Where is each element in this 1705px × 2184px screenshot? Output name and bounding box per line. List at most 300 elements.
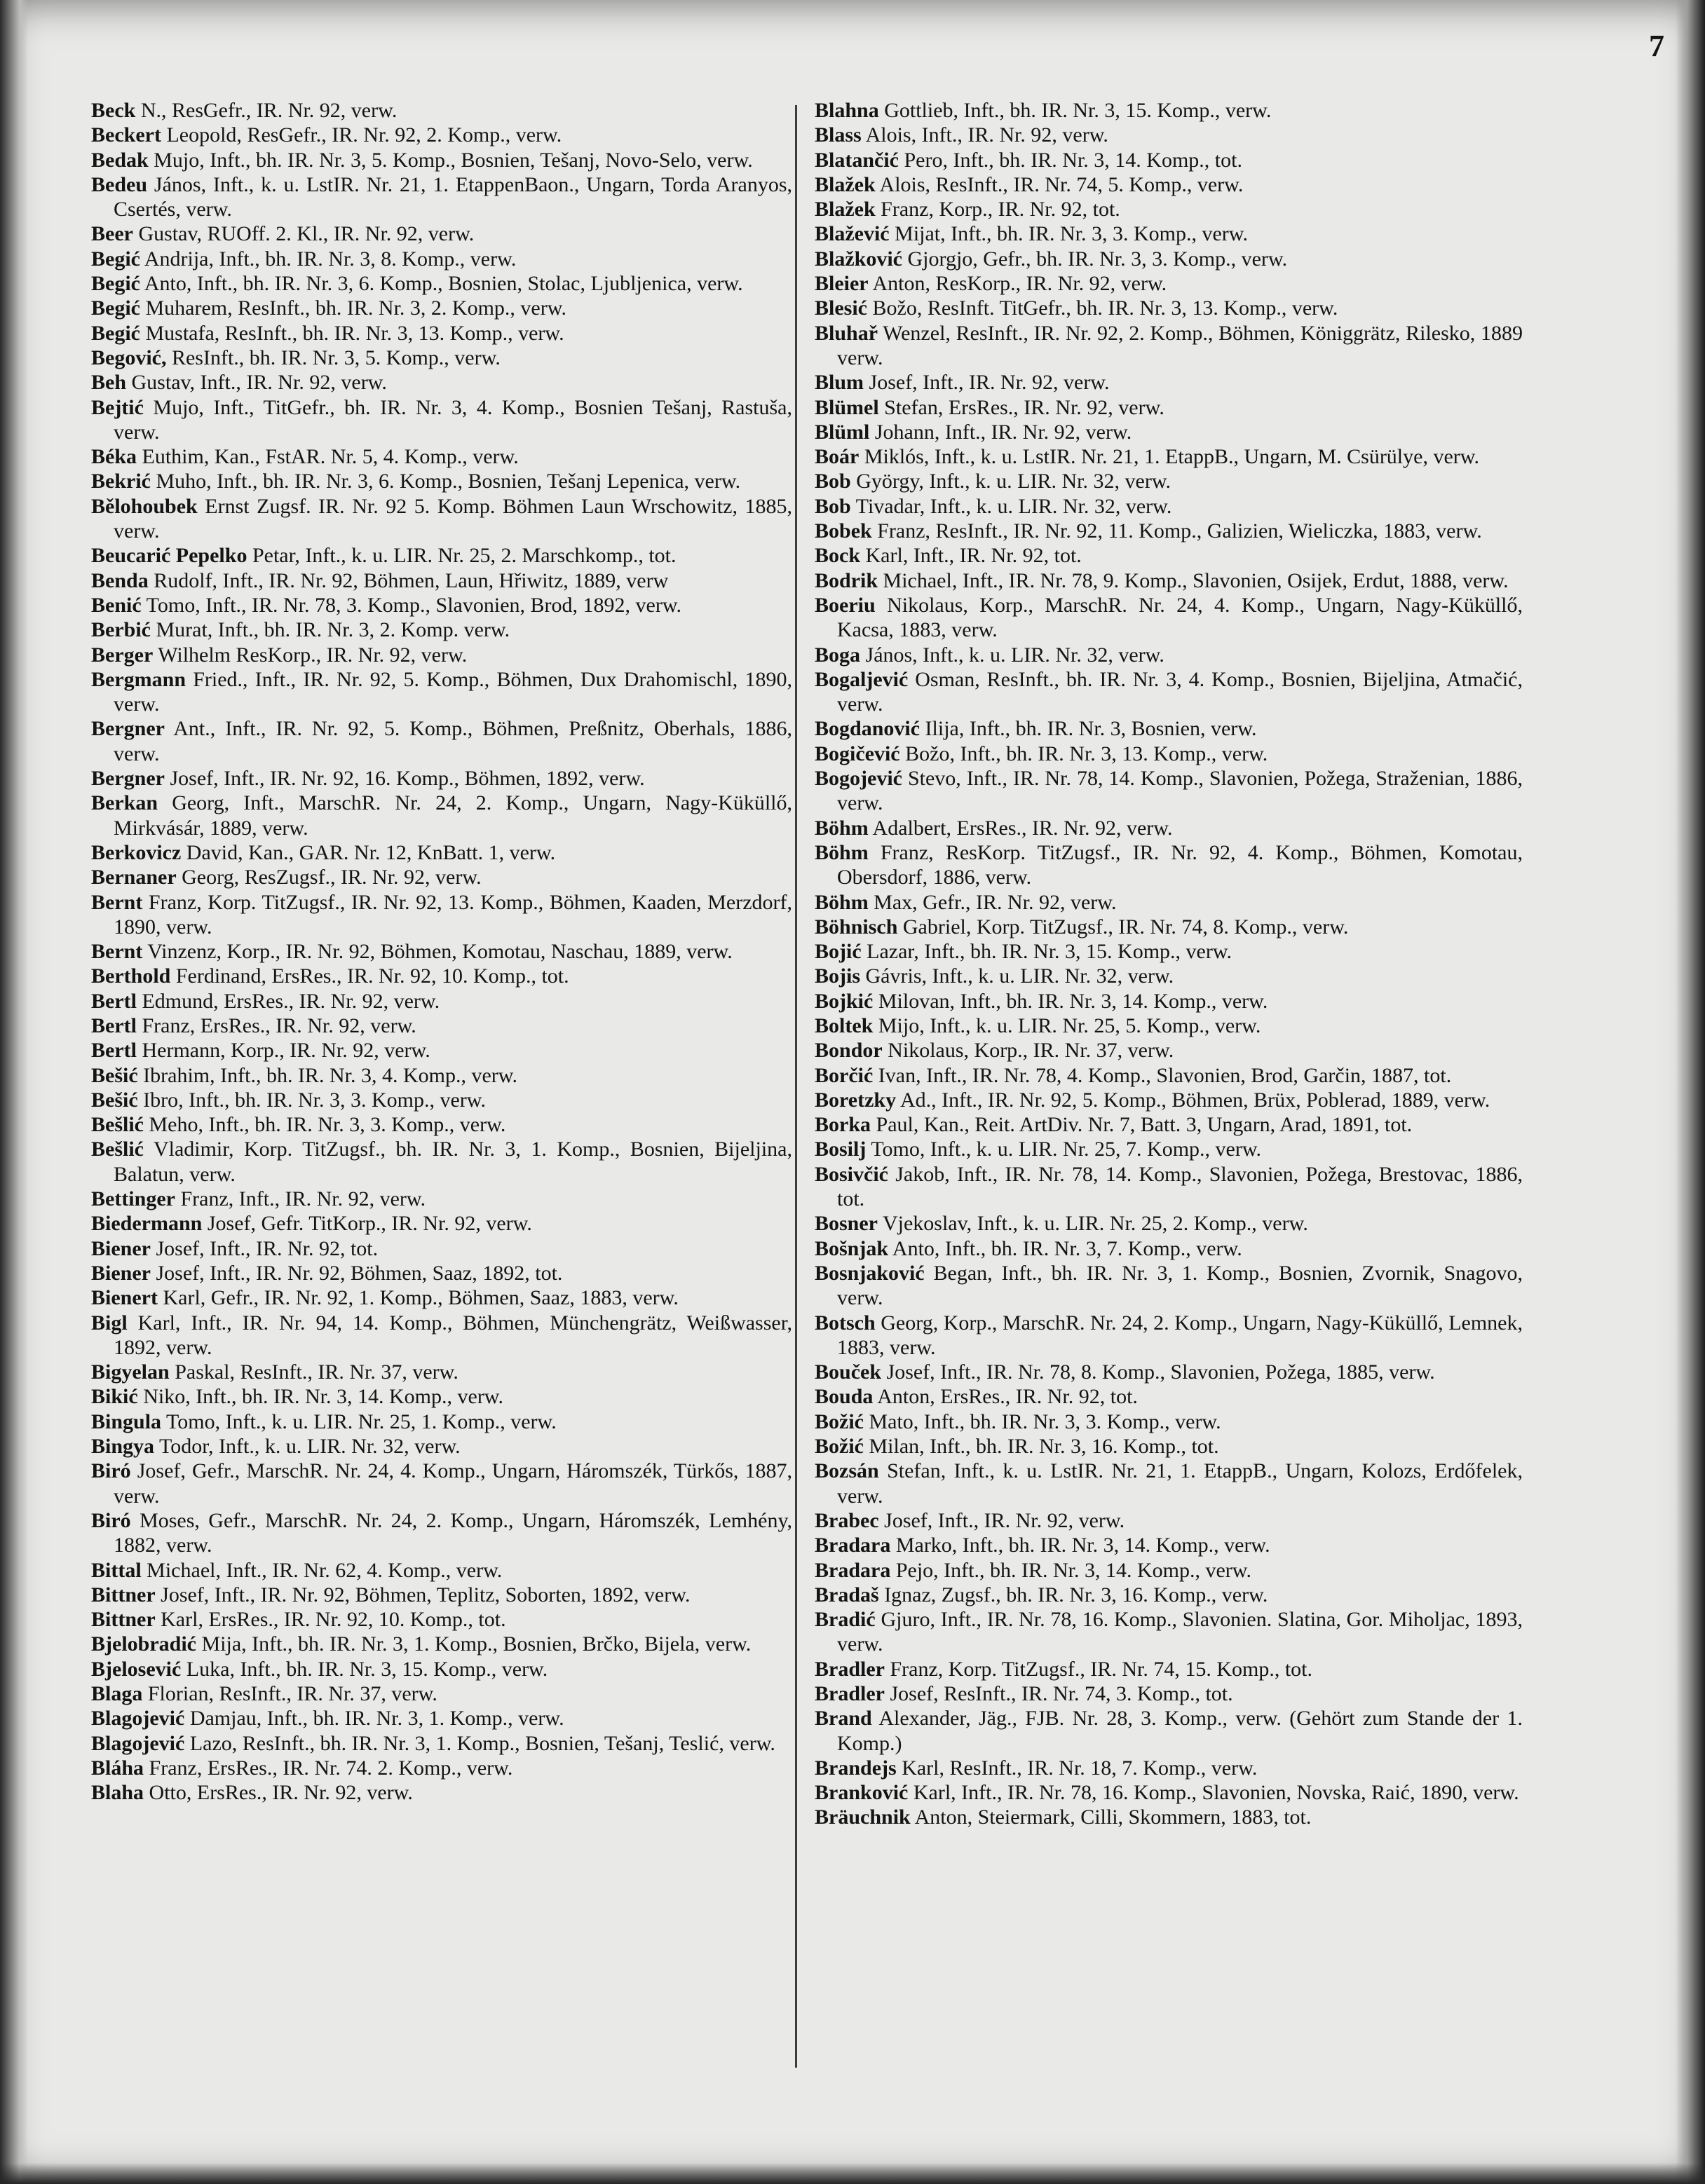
list-entry <box>91 172 792 222</box>
entry-details: Franz, Korp. TitZugsf., IR. Nr. 74, 15. Komp., tot. <box>890 1657 1313 1681</box>
list-entry <box>815 1038 1523 1063</box>
entry-details: Anton, ErsRes., IR. Nr. 92, tot. <box>877 1385 1138 1409</box>
entry-details: Edmund, ErsRes., IR. Nr. 92, verw. <box>142 989 440 1013</box>
entry-surname: Begić <box>91 321 140 345</box>
list-entry <box>91 1731 792 1756</box>
entry-details: Luka, Inft., bh. IR. Nr. 3, 15. Komp., verw. <box>186 1657 548 1681</box>
entry-details: Josef, Inft., IR. Nr. 92, Böhmen, Teplitz, Soborten, 1892, verw. <box>161 1583 691 1606</box>
entry-surname: Bernt <box>91 940 143 964</box>
list-entry <box>815 939 1523 964</box>
entry-details: Leopold, ResGefr., IR. Nr. 92, 2. Komp., verw. <box>166 123 562 147</box>
entry-surname: Beck <box>91 99 136 122</box>
entry-surname: Bigyelan <box>91 1360 170 1384</box>
list-entry <box>91 148 792 172</box>
list-entry <box>91 247 792 271</box>
list-entry <box>91 593 792 617</box>
list-entry <box>815 543 1523 568</box>
list-entry <box>91 964 792 988</box>
list-entry <box>815 123 1523 147</box>
entry-details: Alois, Inft., IR. Nr. 92, verw. <box>865 123 1108 147</box>
entry-details: Gottlieb, Inft., bh. IR. Nr. 3, 15. Komp., verw. <box>884 99 1272 122</box>
list-entry <box>91 1558 792 1583</box>
entry-surname: Bošnjak <box>815 1236 889 1260</box>
entry-details: Karl, Gefr., IR. Nr. 92, 1. Komp., Böhmen, Saaz, 1883, verw. <box>163 1286 679 1310</box>
entry-details: Gjorgjo, Gefr., bh. IR. Nr. 3, 3. Komp., verw. <box>907 247 1288 271</box>
list-entry <box>815 296 1523 320</box>
list-entry <box>91 1038 792 1063</box>
list-entry <box>91 1508 792 1558</box>
entry-surname: Bedak <box>91 148 149 172</box>
list-entry <box>815 1657 1523 1681</box>
entry-surname: Bjelosević <box>91 1657 182 1681</box>
entry-details: Tomo, Inft., IR. Nr. 78, 3. Komp., Slavonien, Brod, 1892, verw. <box>146 593 682 617</box>
entry-details: Max, Gefr., IR. Nr. 92, verw. <box>874 890 1117 914</box>
entry-details: Franz, Inft., IR. Nr. 92, verw. <box>180 1187 426 1211</box>
entry-details: Vinzenz, Korp., IR. Nr. 92, Böhmen, Komotau, Naschau, 1889, verw. <box>147 940 733 964</box>
list-entry <box>91 1211 792 1236</box>
entry-surname: Bittal <box>91 1558 142 1582</box>
entry-details: Andrija, Inft., bh. IR. Nr. 3, 8. Komp., verw. <box>144 247 517 271</box>
entry-surname: Blatančić <box>815 148 899 172</box>
entry-surname: Bodrik <box>815 568 878 592</box>
entry-details: Josef, Inft., IR. Nr. 78, 8. Komp., Slavonien, Požega, 1885, verw. <box>886 1360 1435 1384</box>
entry-details: Mujo, Inft., bh. IR. Nr. 3, 5. Komp., Bosnien, Tešanj, Novo-Selo, verw. <box>154 148 753 172</box>
entry-surname: Bingya <box>91 1435 155 1459</box>
list-entry <box>815 148 1523 172</box>
entry-surname: Bittner <box>91 1583 156 1606</box>
entry-details: Franz, Korp. TitZugsf., IR. Nr. 92, 13. Komp., Böhmen, Kaaden, Merzdorf, 1890, verw. <box>114 890 792 939</box>
list-entry <box>91 1607 792 1632</box>
entry-surname: Bělohoubek <box>91 494 198 518</box>
entry-details: György, Inft., k. u. LIR. Nr. 32, verw. <box>856 470 1171 493</box>
list-entry <box>815 98 1523 123</box>
entry-surname: Brand <box>815 1707 872 1731</box>
list-entry <box>91 321 792 346</box>
list-entry <box>91 395 792 445</box>
entry-surname: Bertl <box>91 989 137 1013</box>
list-entry <box>815 469 1523 493</box>
entry-surname: Bogdanović <box>815 717 921 741</box>
list-entry <box>91 1311 792 1360</box>
entry-details: Georg, Korp., MarschR. Nr. 24, 2. Komp., Ungarn, Nagy-Küküllő, Lemnek, 1883, verw. <box>837 1311 1523 1359</box>
entry-details: Ibro, Inft., bh. IR. Nr. 3, 3. Komp., verw. <box>143 1088 486 1112</box>
entry-surname: Bradara <box>815 1534 891 1557</box>
list-entry <box>815 742 1523 766</box>
list-entry <box>815 593 1523 643</box>
entry-surname: Bešlić <box>91 1113 144 1137</box>
left-column <box>91 98 792 1805</box>
list-entry <box>91 1013 792 1038</box>
entry-surname: Blažek <box>815 198 876 221</box>
entry-details: Josef, Inft., IR. Nr. 92, 16. Komp., Böhmen, 1892, verw. <box>170 767 645 791</box>
entry-surname: Bertl <box>91 1039 137 1063</box>
entry-surname: Bienert <box>91 1286 158 1310</box>
entry-details: Euthim, Kan., FstAR. Nr. 5, 4. Komp., verw. <box>142 445 519 469</box>
entry-details: Franz, ResInft., IR. Nr. 92, 11. Komp., Galizien, Wieliczka, 1883, verw. <box>877 519 1482 543</box>
list-entry <box>91 494 792 544</box>
entry-details: Anto, Inft., bh. IR. Nr. 3, 7. Komp., verw. <box>892 1236 1242 1260</box>
entry-details: János, Inft., k. u. LIR. Nr. 32, verw. <box>865 643 1164 667</box>
entry-surname: Bogičević <box>815 742 900 765</box>
entry-details: Ivan, Inft., IR. Nr. 78, 4. Komp., Slavonien, Brod, Garčin, 1887, tot. <box>878 1063 1452 1087</box>
entry-details: Pejo, Inft., bh. IR. Nr. 3, 14. Komp., verw. <box>895 1558 1252 1582</box>
entry-surname: Bosilj <box>815 1138 867 1161</box>
entry-details: Franz, Korp., IR. Nr. 92, tot. <box>881 198 1120 221</box>
entry-details: Niko, Inft., bh. IR. Nr. 3, 14. Komp., verw. <box>143 1385 504 1409</box>
list-entry <box>91 1187 792 1211</box>
entry-surname: Boeriu <box>815 593 876 617</box>
entry-details: ResInft., bh. IR. Nr. 3, 5. Komp., verw. <box>171 346 501 369</box>
entry-surname: Berger <box>91 643 154 667</box>
entry-details: Meho, Inft., bh. IR. Nr. 3, 3. Komp., verw. <box>149 1113 506 1137</box>
entry-details: Osman, ResInft., bh. IR. Nr. 3, 4. Komp., Bosnien, Bijeljina, Atmačić, verw. <box>837 667 1523 716</box>
list-entry <box>815 766 1523 816</box>
entry-surname: Bojić <box>815 940 862 964</box>
entry-surname: Boltek <box>815 1013 874 1037</box>
entry-surname: Blüml <box>815 420 870 444</box>
list-entry <box>91 1360 792 1384</box>
entry-details: Todor, Inft., k. u. LIR. Nr. 32, verw. <box>159 1435 461 1459</box>
list-entry <box>91 890 792 940</box>
entry-surname: Bojis <box>815 964 861 988</box>
entry-surname: Bobek <box>815 519 872 543</box>
entry-surname: Bejtić <box>91 395 144 419</box>
list-entry <box>91 221 792 246</box>
list-entry <box>91 840 792 865</box>
entry-details: Nikolaus, Korp., MarschR. Nr. 24, 4. Komp., Ungarn, Nagy-Küküllő, Kacsa, 1883, verw. <box>837 593 1523 642</box>
list-entry <box>815 1360 1523 1384</box>
entry-surname: Biener <box>91 1236 151 1260</box>
entry-surname: Bojkić <box>815 989 874 1013</box>
entry-details: Nikolaus, Korp., IR. Nr. 37, verw. <box>888 1039 1174 1063</box>
entry-details: Muho, Inft., bh. IR. Nr. 3, 6. Komp., Bosnien, Tešanj Lepenica, verw. <box>156 470 741 493</box>
list-entry <box>91 939 792 964</box>
entry-details: Marko, Inft., bh. IR. Nr. 3, 14. Komp., verw. <box>895 1534 1270 1557</box>
entry-surname: Bradić <box>815 1608 876 1632</box>
entry-surname: Boga <box>815 643 861 667</box>
scan-edge-left <box>0 0 28 2184</box>
list-entry <box>815 321 1523 371</box>
entry-details: Karl, Inft., IR. Nr. 94, 14. Komp., Böhmen, Münchengrätz, Weißwasser, 1892, verw. <box>114 1311 793 1359</box>
list-entry <box>815 1607 1523 1657</box>
entry-details: Lazo, ResInft., bh. IR. Nr. 3, 1. Komp., Bosnien, Tešanj, Teslić, verw. <box>189 1731 775 1755</box>
entry-details: Petar, Inft., k. u. LIR. Nr. 25, 2. Marschkomp., tot. <box>252 544 677 568</box>
list-entry <box>91 667 792 717</box>
entry-details: Jakob, Inft., IR. Nr. 78, 14. Komp., Slavonien, Požega, Brestovac, 1886, tot. <box>837 1162 1523 1211</box>
list-entry <box>91 568 792 593</box>
entry-surname: Bešlić <box>91 1138 144 1161</box>
list-entry <box>815 395 1523 420</box>
entry-surname: Blagojević <box>91 1731 185 1755</box>
entry-surname: Blaha <box>91 1781 144 1805</box>
entry-surname: Bock <box>815 544 861 568</box>
list-entry <box>815 915 1523 939</box>
entry-details: Karl, Inft., IR. Nr. 92, tot. <box>865 544 1082 568</box>
entry-surname: Blahna <box>815 99 879 122</box>
list-entry <box>815 221 1523 246</box>
entry-details: Adalbert, ErsRes., IR. Nr. 92, verw. <box>872 816 1173 840</box>
list-entry <box>815 444 1523 469</box>
list-entry <box>91 370 792 395</box>
entry-surname: Bernt <box>91 890 143 914</box>
list-entry <box>815 1063 1523 1088</box>
entry-details: Josef, Inft., IR. Nr. 92, verw. <box>869 371 1110 395</box>
entry-surname: Böhm <box>815 890 869 914</box>
entry-details: Georg, Inft., MarschR. Nr. 24, 2. Komp., Ungarn, Nagy-Küküllő, Mirkvásár, 1889, verw. <box>114 791 792 840</box>
entry-surname: Bradara <box>815 1558 891 1582</box>
list-entry <box>815 247 1523 271</box>
entry-details: Josef, Gefr., MarschR. Nr. 24, 4. Komp., Ungarn, Háromszék, Türkős, 1887, verw. <box>114 1459 792 1508</box>
entry-details: Gávris, Inft., k. u. LIR. Nr. 32, verw. <box>865 964 1174 988</box>
entry-surname: Bluhař <box>815 321 878 345</box>
entry-details: Josef, ResInft., IR. Nr. 74, 3. Komp., tot. <box>890 1682 1233 1705</box>
entry-details: Fried., Inft., IR. Nr. 92, 5. Komp., Böhmen, Dux Drahomischl, 1890, verw. <box>114 667 792 716</box>
list-entry <box>91 1410 792 1434</box>
entry-surname: Borčić <box>815 1063 874 1087</box>
list-entry <box>815 1211 1523 1236</box>
entry-details: Ferdinand, ErsRes., IR. Nr. 92, 10. Komp., tot. <box>175 964 569 988</box>
entry-surname: Beckert <box>91 123 161 147</box>
list-entry <box>815 1756 1523 1780</box>
list-entry <box>815 1533 1523 1557</box>
entry-details: Mujo, Inft., TitGefr., bh. IR. Nr. 3, 4. Komp., Bosnien Tešanj, Rastuša, verw. <box>114 395 792 444</box>
list-entry <box>91 643 792 667</box>
list-entry <box>91 1112 792 1137</box>
entry-details: Tomo, Inft., k. u. LIR. Nr. 25, 1. Komp., verw. <box>166 1410 557 1433</box>
entry-surname: Bosnjaković <box>815 1261 925 1285</box>
list-entry <box>815 1088 1523 1112</box>
list-entry <box>91 1063 792 1088</box>
list-entry <box>91 989 792 1013</box>
right-column <box>815 98 1523 1830</box>
entry-surname: Branković <box>815 1781 909 1805</box>
entry-surname: Bernaner <box>91 866 177 889</box>
entry-surname: Božić <box>815 1410 864 1433</box>
entry-surname: Beucarić Pepelko <box>91 544 247 568</box>
entry-surname: Böhm <box>815 840 869 864</box>
entry-surname: Brandejs <box>815 1756 897 1780</box>
entry-details: Vjekoslav, Inft., k. u. LIR. Nr. 25, 2. Komp., verw. <box>882 1212 1308 1236</box>
list-entry <box>815 1311 1523 1360</box>
entry-details: David, Kan., GAR. Nr. 12, KnBatt. 1, verw. <box>186 840 556 864</box>
entry-details: Gustav, Inft., IR. Nr. 92, verw. <box>131 371 387 395</box>
list-entry <box>91 1384 792 1409</box>
list-entry <box>91 1780 792 1805</box>
entry-surname: Bešić <box>91 1088 138 1112</box>
entry-surname: Blass <box>815 123 862 147</box>
entry-details: Mato, Inft., bh. IR. Nr. 3, 3. Komp., verw. <box>869 1410 1221 1433</box>
entry-details: Hermann, Korp., IR. Nr. 92, verw. <box>142 1039 430 1063</box>
entry-details: Paskal, ResInft., IR. Nr. 37, verw. <box>175 1360 458 1384</box>
list-entry <box>815 1112 1523 1137</box>
list-entry <box>91 617 792 642</box>
entry-details: Wenzel, ResInft., IR. Nr. 92, 2. Komp., Böhmen, Königgrätz, Rilesko, 1889 verw. <box>837 321 1523 369</box>
entry-details: Franz, ErsRes., IR. Nr. 92, verw. <box>142 1013 416 1037</box>
entry-surname: Bradaš <box>815 1583 879 1606</box>
entry-surname: Bláha <box>91 1756 144 1780</box>
entry-details: Stefan, Inft., k. u. LstIR. Nr. 21, 1. EtappB., Ungarn, Kolozs, Erdőfelek, verw. <box>837 1459 1523 1508</box>
list-entry <box>815 1013 1523 1038</box>
entry-details: Ilija, Inft., bh. IR. Nr. 3, Bosnien, verw. <box>925 717 1257 741</box>
entry-details: Pero, Inft., bh. IR. Nr. 3, 14. Komp., tot. <box>904 148 1242 172</box>
list-entry <box>815 1261 1523 1311</box>
entry-surname: Benda <box>91 568 149 592</box>
entry-details: Otto, ErsRes., IR. Nr. 92, verw. <box>149 1781 413 1805</box>
list-entry <box>815 816 1523 840</box>
entry-surname: Boár <box>815 445 860 469</box>
list-entry <box>815 1805 1523 1829</box>
list-entry <box>91 1088 792 1112</box>
entry-surname: Benić <box>91 593 142 617</box>
entry-details: Milan, Inft., bh. IR. Nr. 3, 16. Komp., tot. <box>869 1435 1219 1459</box>
list-entry <box>91 716 792 766</box>
entry-surname: Bogaljević <box>815 667 909 691</box>
entry-surname: Bešić <box>91 1063 138 1087</box>
list-entry <box>815 1162 1523 1212</box>
list-entry <box>815 1780 1523 1805</box>
list-entry <box>91 1583 792 1607</box>
entry-details: Michael, Inft., IR. Nr. 78, 9. Komp., Slavonien, Osijek, Erdut, 1888, verw. <box>883 568 1509 592</box>
entry-surname: Bergner <box>91 717 165 741</box>
list-entry <box>815 1459 1523 1508</box>
entry-details: Lazar, Inft., bh. IR. Nr. 3, 15. Komp., verw. <box>867 940 1232 964</box>
list-entry <box>815 370 1523 395</box>
entry-surname: Blümel <box>815 395 879 419</box>
entry-details: Georg, ResZugsf., IR. Nr. 92, verw. <box>182 866 482 889</box>
entry-details: Vladimir, Korp. TitZugsf., bh. IR. Nr. 3, 1. Komp., Bosnien, Bijeljina, Balatun, verw. <box>114 1138 792 1186</box>
list-entry <box>815 1706 1523 1756</box>
list-entry <box>91 1434 792 1459</box>
entry-details: Stefan, ErsRes., IR. Nr. 92, verw. <box>884 395 1164 419</box>
entry-surname: Begić <box>91 296 140 320</box>
entry-details: Moses, Gefr., MarschR. Nr. 24, 2. Komp., Ungarn, Háromszék, Lemhény, 1882, verw. <box>114 1508 793 1557</box>
list-entry <box>815 1434 1523 1459</box>
entry-details: János, Inft., k. u. LstIR. Nr. 21, 1. EtappenBaon., Ungarn, Torda Aranyos, Csertés, verw. <box>114 172 793 221</box>
entry-surname: Berbić <box>91 618 151 642</box>
entry-surname: Blesić <box>815 296 867 320</box>
list-entry <box>815 643 1523 667</box>
entry-details: Muharem, ResInft., bh. IR. Nr. 3, 2. Komp., verw. <box>145 296 566 320</box>
list-entry <box>815 1558 1523 1583</box>
entry-details: Tomo, Inft., k. u. LIR. Nr. 25, 7. Komp., verw. <box>871 1138 1262 1161</box>
entry-surname: Blažković <box>815 247 902 271</box>
list-entry <box>91 1236 792 1261</box>
entry-details: Mijat, Inft., bh. IR. Nr. 3, 3. Komp., verw. <box>895 222 1248 246</box>
entry-details: Ernst Zugsf. IR. Nr. 92 5. Komp. Böhmen Laun Wrschowitz, 1885, verw. <box>114 494 792 543</box>
entry-details: Anton, ResKorp., IR. Nr. 92, verw. <box>872 272 1167 296</box>
entry-details: Ignaz, Zugsf., bh. IR. Nr. 3, 16. Komp., verw. <box>884 1583 1268 1606</box>
entry-surname: Bjelobradić <box>91 1632 196 1656</box>
entry-surname: Brabec <box>815 1508 879 1532</box>
list-entry <box>815 420 1523 444</box>
entry-surname: Begović, <box>91 346 167 369</box>
entry-surname: Böhnisch <box>815 915 898 939</box>
list-entry <box>815 1681 1523 1706</box>
list-entry <box>815 667 1523 717</box>
entry-surname: Bondor <box>815 1039 883 1063</box>
entry-surname: Bob <box>815 470 851 493</box>
entry-details: Gabriel, Korp. TitZugsf., IR. Nr. 74, 8. Komp., verw. <box>902 915 1349 939</box>
entry-surname: Bradler <box>815 1682 885 1705</box>
entry-details: Karl, ResInft., IR. Nr. 18, 7. Komp., verw. <box>902 1756 1258 1780</box>
entry-details: Franz, ErsRes., IR. Nr. 74. 2. Komp., verw. <box>149 1756 513 1780</box>
list-entry <box>91 1657 792 1681</box>
list-entry <box>91 1632 792 1656</box>
entry-details: Ibrahim, Inft., bh. IR. Nr. 3, 4. Komp., verw. <box>143 1063 517 1087</box>
entry-surname: Bigl <box>91 1311 128 1335</box>
entry-details: N., ResGefr., IR. Nr. 92, verw. <box>140 99 398 122</box>
list-entry <box>815 494 1523 519</box>
scan-edge-bottom <box>0 2163 1705 2184</box>
list-entry <box>91 271 792 296</box>
entry-surname: Böhm <box>815 816 869 840</box>
entry-surname: Bergmann <box>91 667 186 691</box>
entry-surname: Bräuchnik <box>815 1806 911 1829</box>
entry-surname: Biedermann <box>91 1212 203 1236</box>
list-entry <box>815 271 1523 296</box>
entry-surname: Blagojević <box>91 1707 185 1731</box>
entry-details: Ant., Inft., IR. Nr. 92, 5. Komp., Böhmen, Preßnitz, Oberhals, 1886, verw. <box>114 717 792 765</box>
list-entry <box>91 1756 792 1780</box>
list-entry <box>815 989 1523 1013</box>
entry-surname: Bleier <box>815 272 869 296</box>
entry-surname: Beh <box>91 371 127 395</box>
entry-details: Franz, ResKorp. TitZugsf., IR. Nr. 92, 4. Komp., Böhmen, Komotau, Obersdorf, 1886, verw. <box>837 840 1523 889</box>
list-entry <box>91 1285 792 1310</box>
entry-details: Began, Inft., bh. IR. Nr. 3, 1. Komp., Bosnien, Zvornik, Snagovo, verw. <box>837 1261 1523 1310</box>
entry-surname: Božić <box>815 1435 864 1459</box>
entry-details: Tivadar, Inft., k. u. LIR. Nr. 32, verw. <box>855 494 1172 518</box>
entry-surname: Bingula <box>91 1410 162 1433</box>
entry-surname: Borka <box>815 1113 871 1137</box>
list-entry <box>91 1459 792 1508</box>
list-entry <box>91 1706 792 1731</box>
entry-surname: Beer <box>91 222 133 246</box>
list-entry <box>815 890 1523 915</box>
list-entry <box>815 1236 1523 1261</box>
list-entry <box>91 543 792 568</box>
list-entry <box>815 840 1523 890</box>
entry-surname: Bozsán <box>815 1459 879 1483</box>
entry-surname: Bosivčić <box>815 1162 888 1186</box>
list-entry <box>815 1508 1523 1533</box>
list-entry <box>815 519 1523 543</box>
entry-details: Rudolf, Inft., IR. Nr. 92, Böhmen, Laun, Hřiwitz, 1889, verw <box>154 568 669 592</box>
entry-details: Wilhelm ResKorp., IR. Nr. 92, verw. <box>158 643 468 667</box>
entry-surname: Bettinger <box>91 1187 175 1211</box>
entry-surname: Bouda <box>815 1385 874 1409</box>
entry-surname: Bob <box>815 494 851 518</box>
list-entry <box>91 98 792 123</box>
entry-surname: Blažević <box>815 222 890 246</box>
list-entry <box>91 1137 792 1187</box>
entry-details: Božo, Inft., bh. IR. Nr. 3, 13. Komp., verw. <box>905 742 1268 765</box>
entry-details: Mijo, Inft., k. u. LIR. Nr. 25, 5. Komp., verw. <box>878 1013 1261 1037</box>
list-entry <box>91 791 792 840</box>
entry-details: Anto, Inft., bh. IR. Nr. 3, 6. Komp., Bosnien, Stolac, Ljubljenica, verw. <box>144 272 743 296</box>
page-number: 7 <box>1649 29 1664 63</box>
entry-surname: Bradler <box>815 1657 885 1681</box>
entry-surname: Boretzky <box>815 1088 897 1112</box>
entry-details: Michael, Inft., IR. Nr. 62, 4. Komp., verw. <box>147 1558 503 1582</box>
entry-surname: Begić <box>91 272 140 296</box>
entry-details: Anton, Steiermark, Cilli, Skommern, 1883, tot. <box>914 1806 1312 1829</box>
entry-details: Alexander, Jäg., FJB. Nr. 28, 3. Komp., verw. (Gehört zum Stande der 1. Komp.) <box>837 1707 1523 1755</box>
entry-surname: Berthold <box>91 964 171 988</box>
list-entry <box>91 123 792 147</box>
entry-surname: Berkan <box>91 791 158 815</box>
entry-surname: Bouček <box>815 1360 882 1384</box>
